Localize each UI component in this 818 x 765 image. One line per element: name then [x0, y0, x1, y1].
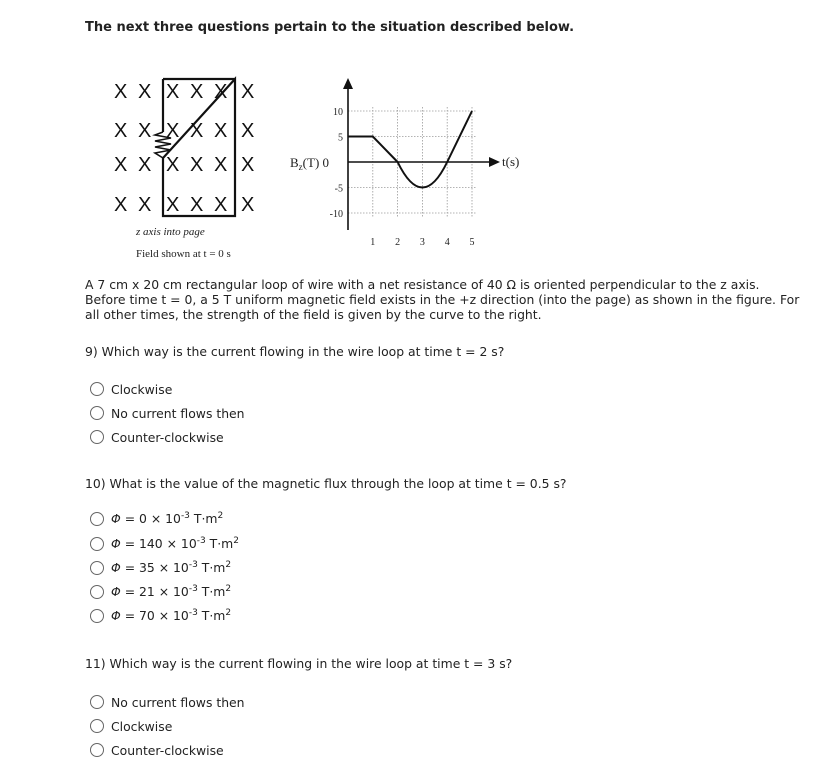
x-axis-arrow [489, 157, 500, 167]
field-x-marker: X [190, 81, 204, 103]
option-label: $\Phi = 35 \times 10^{-3}$ $T\cdot m^2$ [111, 560, 232, 576]
option-label: $\Phi = 21 \times 10^{-3}$ $T\cdot m^2$ [111, 584, 232, 600]
option-label: Counter-clockwise [111, 429, 224, 445]
q10-option-4[interactable] [90, 581, 231, 603]
field-x-marker: X [166, 154, 180, 176]
field-curve [348, 111, 472, 188]
radio-button[interactable] [90, 743, 104, 757]
field-x-marker: X [190, 194, 204, 216]
q9-option-3[interactable] [90, 426, 224, 448]
x-axis-label: t(s) [502, 154, 520, 169]
field-x-marker: X [241, 120, 255, 142]
intro-heading: The next three questions pertain to the situation described below. [85, 20, 575, 35]
question-9: 9) Which way is the current flowing in the wire loop at time t = 2 s? [85, 344, 505, 359]
caption-axis: z axis into page [136, 226, 205, 238]
field-x-marker: X [114, 81, 128, 103]
x-tick-label: 2 [395, 237, 401, 248]
figure-svg [100, 70, 540, 270]
field-x-marker: X [138, 154, 152, 176]
question-11: 11) Which way is the current flowing in the wire loop at time t = 3 s? [85, 656, 513, 671]
field-markers [114, 81, 254, 216]
q11-option-3[interactable] [90, 739, 224, 761]
field-x-marker: X [138, 120, 152, 142]
field-x-marker: X [114, 120, 128, 142]
y-axis-arrow [343, 78, 353, 89]
option-label: Counter-clockwise [111, 742, 224, 758]
q10-option-1[interactable] [90, 508, 223, 530]
field-x-marker: X [166, 81, 180, 103]
y-tick-label: -10 [329, 209, 343, 220]
problem-paragraph: A 7 cm x 20 cm rectangular loop of wire with a net resistance of 40 Ω is oriented perpendicular to the z axis. Before time t = 0, a 5 T uniform magnetic field exists in the +z direction (into the page) as shown in the figure. For all other times, the strength of the field is given by the curve to the right. [85, 277, 800, 322]
radio-button[interactable] [90, 430, 104, 444]
field-x-marker: X [114, 194, 128, 216]
radio-button[interactable] [90, 537, 104, 551]
q10-option-2[interactable] [90, 533, 239, 555]
caption-field: Field shown at t = 0 s [136, 248, 231, 260]
x-tick-label: 3 [419, 237, 425, 248]
radio-button[interactable] [90, 695, 104, 709]
q10-option-3[interactable] [90, 557, 231, 579]
physics-figure [100, 70, 540, 270]
y-tick-label: -5 [334, 183, 343, 195]
q9-option-1[interactable] [90, 378, 172, 400]
radio-button[interactable] [90, 406, 104, 420]
field-graph [290, 78, 519, 248]
x-tick-label: 1 [370, 237, 376, 248]
field-x-marker: X [241, 154, 255, 176]
field-x-marker: X [214, 154, 228, 176]
question-10: 10) What is the value of the magnetic flux through the loop at time t = 0.5 s? [85, 476, 567, 491]
field-x-marker: X [166, 120, 180, 142]
field-x-marker: X [214, 81, 228, 103]
field-x-marker: X [241, 81, 255, 103]
option-label: $\Phi = 70 \times 10^{-3}$ $T\cdot m^2$ [111, 608, 232, 624]
field-x-marker: X [190, 154, 204, 176]
field-x-marker: X [166, 194, 180, 216]
radio-button[interactable] [90, 585, 104, 599]
field-x-marker: X [214, 120, 228, 142]
radio-button[interactable] [90, 512, 104, 526]
q11-option-1[interactable] [90, 691, 245, 713]
radio-button[interactable] [90, 609, 104, 623]
option-label: $\Phi = 140 \times 10^{-3}$ $T\cdot m^2$ [111, 536, 239, 552]
q11-option-2[interactable] [90, 715, 172, 737]
field-x-marker: X [138, 81, 152, 103]
option-label: No current flows then [111, 694, 245, 710]
option-label: No current flows then [111, 405, 245, 421]
radio-button[interactable] [90, 382, 104, 396]
q9-option-2[interactable] [90, 402, 245, 424]
field-x-marker: X [214, 194, 228, 216]
option-label: $\Phi = 0 \times 10^{-3}$ $T\cdot m^2$ [111, 511, 224, 527]
radio-button[interactable] [90, 561, 104, 575]
field-x-marker: X [241, 194, 255, 216]
option-label: Clockwise [111, 381, 173, 397]
y-tick-label: 5 [338, 132, 343, 144]
option-label: Clockwise [111, 718, 173, 734]
field-x-marker: X [114, 154, 128, 176]
x-tick-label: 5 [469, 237, 475, 248]
radio-button[interactable] [90, 719, 104, 733]
field-x-marker: X [190, 120, 204, 142]
y-tick-label: 10 [333, 107, 343, 118]
field-x-marker: X [138, 194, 152, 216]
x-tick-label: 4 [444, 237, 450, 248]
y-axis-label: $B_z(T)$ 0 [290, 155, 330, 172]
q10-option-5[interactable] [90, 605, 231, 627]
